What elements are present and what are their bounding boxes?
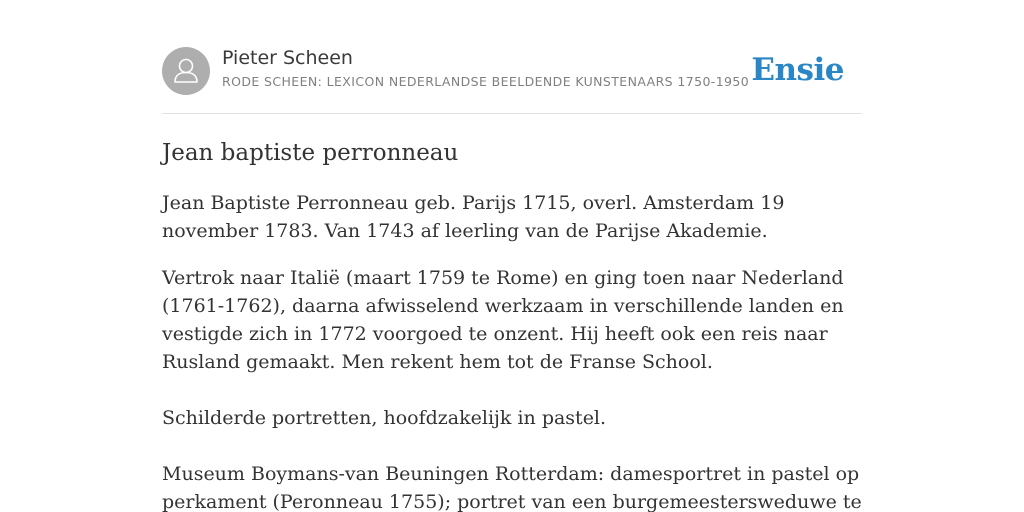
header-divider [162, 113, 862, 114]
article-header [162, 46, 862, 96]
avatar[interactable] [162, 47, 210, 95]
article-body [162, 189, 862, 512]
author-name[interactable]: Pieter Scheen [222, 47, 353, 69]
article-paragraph: Jean Baptiste Perronneau geb. Parijs 1715, overl. Amsterdam 19 november 1783. Van 1743 af leerling van de Parijse Akademie. [162, 192, 785, 242]
source-label[interactable]: RODE SCHEEN: LEXICON NEDERLANDSE BEELDENDE KUNSTENAARS 1750-1950 [222, 74, 750, 89]
ensie-logo[interactable]: Ensie [751, 52, 844, 88]
article-paragraph: Vertrok naar Italië (maart 1759 te Rome) en ging toen naar Nederland (1761-1762), daarna afwisselend werkzaam in verschillende landen en vestigde zich in 1772 voorgoed te onzent. Hij heeft ook een reis naar Rusland gemaakt. Men rekent hem tot de Franse School. Schilderde portretten, hoofdzakelijk in pastel. Museum Boymans-van Beuningen Rotterdam: damesportret in pastel op perkament (Peronneau 1755); portret van een burgemeestersweduwe te [162, 267, 862, 512]
article-title: Jean baptiste perronneau [162, 140, 459, 166]
user-icon [162, 47, 210, 95]
